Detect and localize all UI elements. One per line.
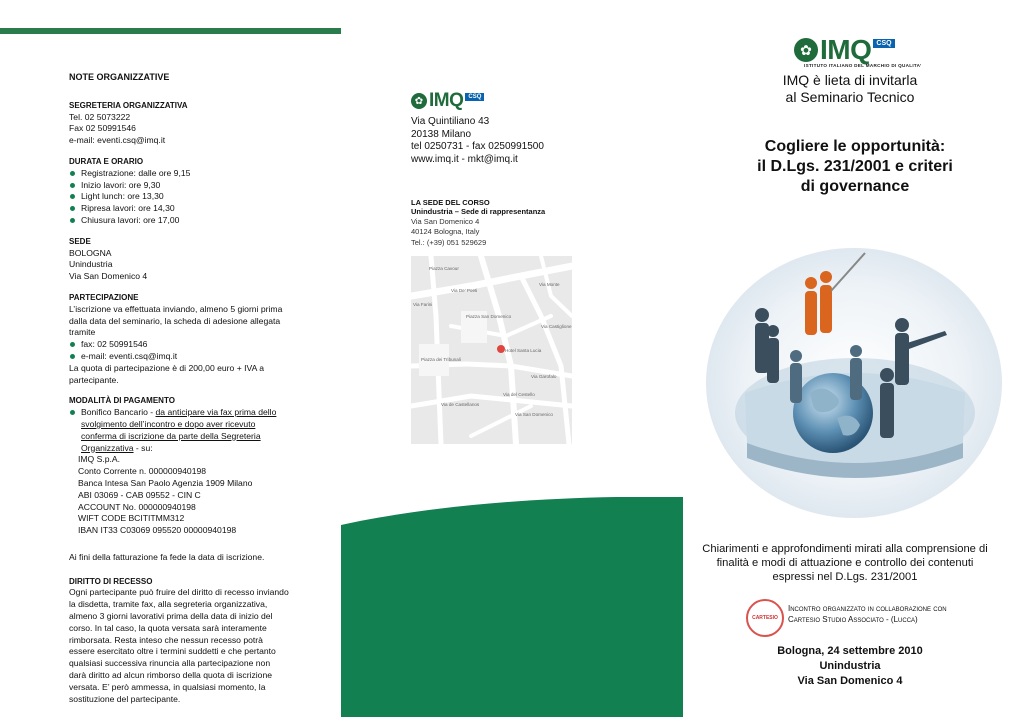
- seminar-description: Chiarimenti e approfondimenti mirati alla comprensione di finalità e modi di attuazione e controllo dei contenuti espressi nel D.Lgs. 231/2001: [702, 543, 988, 583]
- map-label: Hotel Santa Lucia: [505, 348, 542, 353]
- sede-title: SEDE: [69, 236, 91, 246]
- seminar-title: Cogliere le opportunità: il D.Lgs. 231/2001 e criteri di governance: [757, 138, 953, 195]
- sede-corso-heading: LA SEDE DEL CORSO: [411, 198, 490, 207]
- bullet-icon: [70, 218, 75, 223]
- list-item: Light lunch: ore 13,30: [69, 191, 289, 203]
- map-label: Via San Domenico: [515, 412, 553, 417]
- list-item: Registrazione: dalle ore 9,15: [69, 168, 289, 180]
- map-label: Piazza dei Tribunali: [421, 357, 461, 362]
- bank-details: IMQ S.p.A. Conto Corrente n. 000000940198 Banca Intesa San Paolo Agenzia 1909 Milano ABI 03069 - CAB 09552 - CIN C ACCOUNT No. 000000940198 WIFT CODE BCITITMM312 IBAN IT33 C03069 095520 00000940198: [78, 454, 253, 536]
- business-people-globe-illustration: [705, 243, 1003, 525]
- bullet-icon: [70, 194, 75, 199]
- partecipazione-text: L’iscrizione va effettuata inviando, almeno 5 giorni prima dalla data del seminario, la scheda di adesione allegata tramite: [69, 303, 283, 338]
- map-label: Via Monte: [539, 282, 560, 287]
- collaboration-note: Incontro organizzato in collaborazione con Cartesio Studio Associato - (Lucca): [788, 604, 947, 624]
- leaf-icon: ✿: [411, 93, 427, 109]
- fatturazione-note: Ai fini della fatturazione fa fede la data di iscrizione.: [69, 551, 265, 562]
- bullet-icon: [70, 171, 75, 176]
- map-label: Via del Cestello: [503, 392, 535, 397]
- sede-venue: Unindustria: [69, 259, 113, 270]
- pagamento-title: MODALITÀ DI PAGAMENTO: [69, 396, 175, 406]
- bullet-icon: [70, 342, 75, 347]
- green-wave-panel: [341, 497, 683, 715]
- map-label: Piazza Cavour: [429, 266, 459, 271]
- list-item[interactable]: e-mail: eventi.csq@imq.it: [69, 351, 289, 363]
- segreteria-email[interactable]: e-mail: eventi.csq@imq.it: [69, 135, 166, 146]
- imq-logo: ✿ IMQ CSQ: [794, 34, 895, 66]
- map-label: Via Castiglione: [541, 324, 572, 329]
- segreteria-title: SEGRETERIA ORGANIZZATIVA: [69, 100, 188, 110]
- recesso-text: Ogni partecipante può fruire del diritto di recesso inviando la disdetta, tramite fax, alla segreteria organizzativa, almeno 3 giorni lavorativi prima della data di inizio del corso. In tal caso, la quota versata sarà interamente rimborsata. Resta inteso che nessun recesso potrà essere esercitato oltre i termini suddetti e che pertanto qualsiasi successiva rinuncia alla partecipazione non darà diritto ad alcun rimborso della quota di iscrizione versata. E’ però ammessa, in qualsiasi momento, la sostituzione del partecipante.: [69, 587, 289, 704]
- cover-panel: [700, 30, 1000, 717]
- list-item: Ripresa lavori: ore 14,30: [69, 203, 289, 215]
- segreteria-tel: Tel. 02 5073222: [69, 111, 131, 122]
- bonifico-note: da anticipare via fax prima dello svolgimento dell’incontro e dopo aver ricevuto conferma di iscrizione da parte della Segreteria Organizzativa: [81, 407, 277, 453]
- sede-city: BOLOGNA: [69, 247, 112, 258]
- bullet-icon: [70, 410, 75, 415]
- map-label: Via de Castellanos: [441, 402, 480, 407]
- list-item: fax: 02 50991546: [69, 339, 289, 351]
- bullet-icon: [70, 354, 75, 359]
- sede-street: Via San Domenico 4: [69, 271, 148, 282]
- list-item: Chiusura lavori: ore 17,00: [69, 215, 289, 227]
- imq-logo-small: ✿ IMQ CSQ: [411, 90, 651, 112]
- event-date-location: Bologna, 24 settembre 2010 Unindustria Via San Domenico 4: [777, 645, 923, 687]
- segreteria-fax: Fax 02 50991546: [69, 123, 136, 134]
- list-item: Inizio lavori: ore 9,30: [69, 180, 289, 192]
- cartesio-logo: CARTESIO: [746, 599, 784, 637]
- logo-tagline: ISTITUTO ITALIANO DEL MARCHIO DI QUALITA’: [804, 63, 922, 68]
- website-link[interactable]: www.imq.it - mkt@imq.it: [411, 153, 518, 165]
- partecipazione-title: PARTECIPAZIONE: [69, 292, 139, 302]
- quota-text: La quota di partecipazione è di 200,00 euro + IVA a partecipante.: [69, 362, 265, 385]
- bullet-icon: [70, 183, 75, 188]
- map-label: Piazza San Domenico: [466, 314, 512, 319]
- sede-corso-details: Unindustria – Sede di rappresentanza Via San Domenico 4 40124 Bologna, Italy Tel.: (+39) 051 529629: [411, 207, 546, 247]
- organizational-notes: [69, 72, 289, 705]
- map-label: Via Garofalo: [531, 374, 557, 379]
- top-green-bar: [0, 28, 341, 34]
- recesso-title: DIRITTO DI RECESSO: [69, 576, 153, 586]
- location-map[interactable]: [411, 256, 572, 444]
- bullet-icon: [70, 206, 75, 211]
- durata-title: DURATA E ORARIO: [69, 156, 144, 166]
- contact-column: [411, 90, 651, 248]
- notes-heading: NOTE ORGANIZZATIVE: [69, 72, 170, 82]
- leaf-icon: ✿: [794, 38, 818, 62]
- bonifico-item: Bonifico Bancario - da anticipare via fax prima dello svolgimento dell’incontro e dopo aver ricevuto conferma di iscrizione da parte della Segreteria Organizzativa - su:: [69, 407, 289, 454]
- map-label: Via Farini: [413, 302, 433, 307]
- map-label: Via De' Poeti: [451, 288, 478, 293]
- imq-address: Via Quintiliano 43 20138 Milano tel 0250731 - fax 0250991500 www.imq.it - mkt@imq.it: [411, 116, 651, 166]
- invitation-text: IMQ è lieta di invitarla al Seminario Tecnico: [782, 72, 918, 105]
